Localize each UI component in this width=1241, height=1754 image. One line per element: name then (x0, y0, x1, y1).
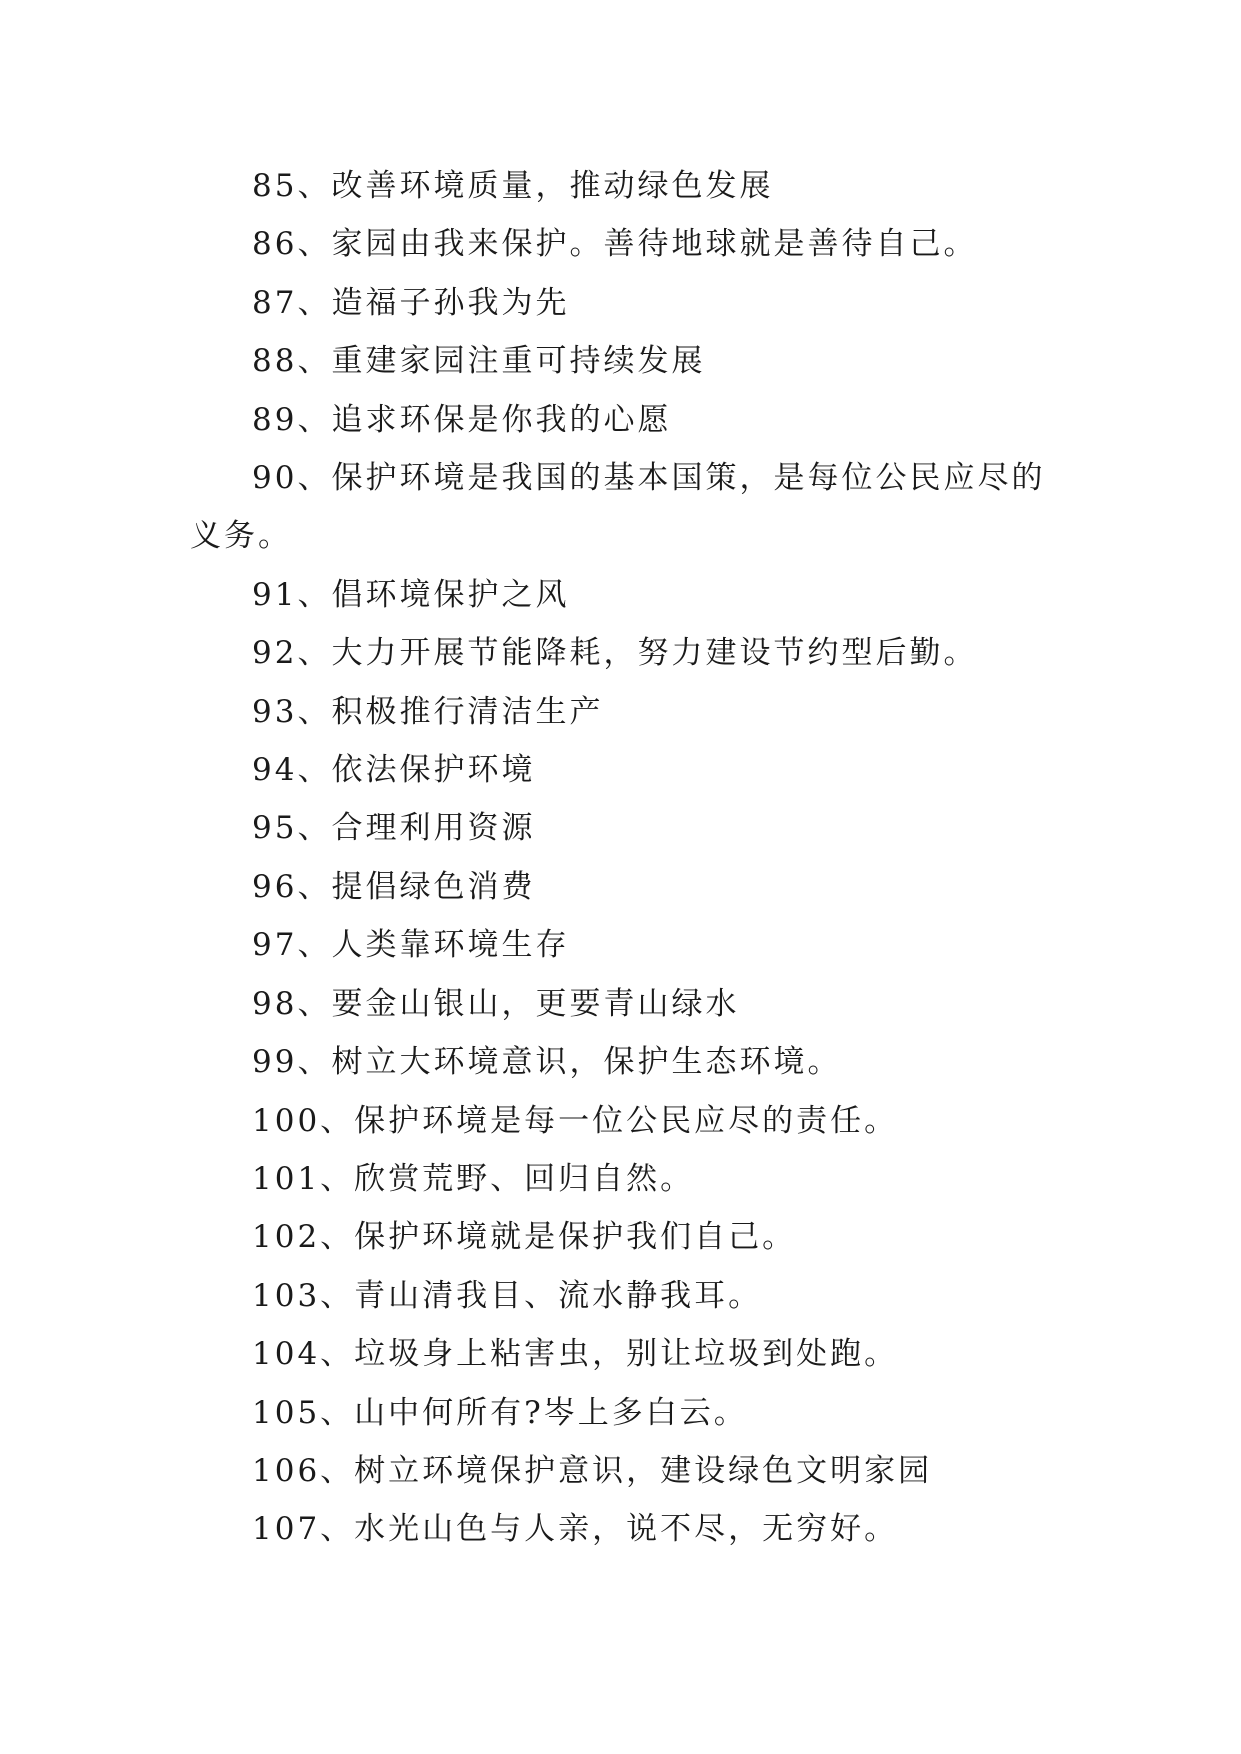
slogan-87: 87、造福子孙我为先 (252, 284, 570, 321)
slogan-91: 91、倡环境保护之风 (252, 576, 570, 613)
slogan-107: 107、水光山色与人亲，说不尽，无穷好。 (252, 1511, 899, 1548)
slogan-105: 105、山中何所有?岑上多白云。 (252, 1394, 748, 1431)
slogan-86: 86、家园由我来保护。善待地球就是善待自己。 (252, 226, 978, 263)
slogan-93: 93、积极推行清洁生产 (252, 693, 604, 730)
slogan-102: 102、保护环境就是保护我们自己。 (252, 1219, 797, 1256)
slogan-96: 96、提倡绿色消费 (252, 868, 536, 905)
slogan-100: 100、保护环境是每一位公民应尽的责任。 (252, 1102, 899, 1139)
slogan-97: 97、人类靠环境生存 (252, 927, 570, 964)
slogan-95: 95、合理利用资源 (252, 810, 536, 847)
slogan-89: 89、追求环保是你我的心愿 (252, 401, 672, 438)
slogan-88: 88、重建家园注重可持续发展 (252, 343, 706, 380)
slogan-85: 85、改善环境质量，推动绿色发展 (252, 168, 774, 204)
slogan-103: 103、青山清我目、流水静我耳。 (252, 1277, 763, 1314)
slogan-99: 99、树立大环境意识，保护生态环境。 (252, 1044, 842, 1081)
slogan-92: 92、大力开展节能降耗，努力建设节约型后勤。 (252, 635, 978, 672)
slogan-94: 94、依法保护环境 (252, 752, 536, 789)
slogan-101: 101、欣赏荒野、回归自然。 (252, 1160, 695, 1197)
slogan-90: 90、保护环境是我国的基本国策，是每位公民应尽的义务。 (190, 460, 1046, 555)
slogan-98: 98、要金山银山，更要青山绿水 (252, 985, 740, 1022)
document-body (190, 157, 1060, 1559)
slogan-106: 106、树立环境保护意识，建设绿色文明家园 (252, 1452, 933, 1489)
slogan-104: 104、垃圾身上粘害虫，别让垃圾到处跑。 (252, 1336, 899, 1373)
